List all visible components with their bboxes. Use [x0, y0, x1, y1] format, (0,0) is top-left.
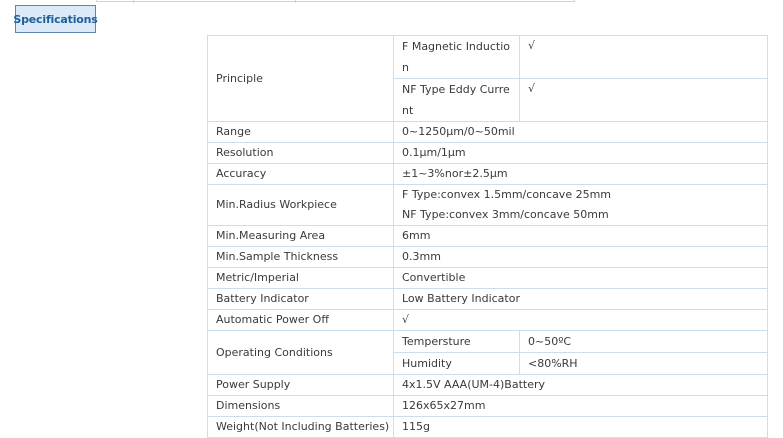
- spec-value: Convertible: [394, 268, 768, 289]
- tab-specifications[interactable]: Specifications: [15, 5, 96, 33]
- spec-label: Dimensions: [208, 396, 394, 417]
- table-row: [208, 310, 768, 331]
- spec-value: 0.3mm: [394, 247, 768, 268]
- spec-value: 0~1250μm/0~50mil: [394, 122, 768, 143]
- table-row: [208, 396, 768, 417]
- table-row: [208, 375, 768, 396]
- tab-divider: [295, 0, 296, 3]
- spec-value: NF Type:convex 3mm/concave 50mm: [394, 205, 768, 226]
- spec-value: 126x65x27mm: [394, 396, 768, 417]
- spec-value: <80%RH: [520, 353, 768, 375]
- tab-divider: [133, 0, 134, 3]
- spec-label: Metric/Imperial: [208, 268, 394, 289]
- spec-value: 6mm: [394, 226, 768, 247]
- spec-label: Power Supply: [208, 375, 394, 396]
- specifications-table: [207, 35, 768, 438]
- spec-label: Weight(Not Including Batteries): [208, 417, 394, 438]
- table-row: [208, 289, 768, 310]
- spec-label: Automatic Power Off: [208, 310, 394, 331]
- spec-label: Min.Measuring Area: [208, 226, 394, 247]
- spec-value: 115g: [394, 417, 768, 438]
- spec-value: F Type:convex 1.5mm/concave 25mm: [394, 185, 768, 206]
- table-row: [208, 143, 768, 164]
- table-row: [208, 185, 768, 206]
- spec-label: Battery Indicator: [208, 289, 394, 310]
- spec-value: 4x1.5V AAA(UM-4)Battery: [394, 375, 768, 396]
- spec-value: ±1~3%nor±2.5μm: [394, 164, 768, 185]
- table-row: [208, 417, 768, 438]
- spec-value: Low Battery Indicator: [394, 289, 768, 310]
- table-row: [208, 122, 768, 143]
- spec-label: Range: [208, 122, 394, 143]
- spec-label: Accuracy: [208, 164, 394, 185]
- spec-label: Min.Radius Workpiece: [208, 185, 394, 226]
- table-row: [208, 36, 768, 79]
- spec-label: Principle: [208, 36, 394, 122]
- spec-label: Resolution: [208, 143, 394, 164]
- check-mark: √: [520, 36, 768, 79]
- spec-value: NF Type Eddy Current: [394, 79, 520, 122]
- spec-value: F Magnetic Induction: [394, 36, 520, 79]
- spec-sublabel: Humidity: [394, 353, 520, 375]
- table-row: [208, 164, 768, 185]
- spec-label: Min.Sample Thickness: [208, 247, 394, 268]
- spec-value: 0.1μm/1μm: [394, 143, 768, 164]
- table-row: [208, 226, 768, 247]
- spec-label: Operating Conditions: [208, 331, 394, 375]
- check-mark: √: [520, 79, 768, 122]
- table-row: [208, 247, 768, 268]
- top-tab-strip: [96, 0, 575, 2]
- table-row: [208, 268, 768, 289]
- table-row: [208, 331, 768, 353]
- spec-value: 0~50ºC: [520, 331, 768, 353]
- check-mark: √: [394, 310, 768, 331]
- spec-sublabel: Tempersture: [394, 331, 520, 353]
